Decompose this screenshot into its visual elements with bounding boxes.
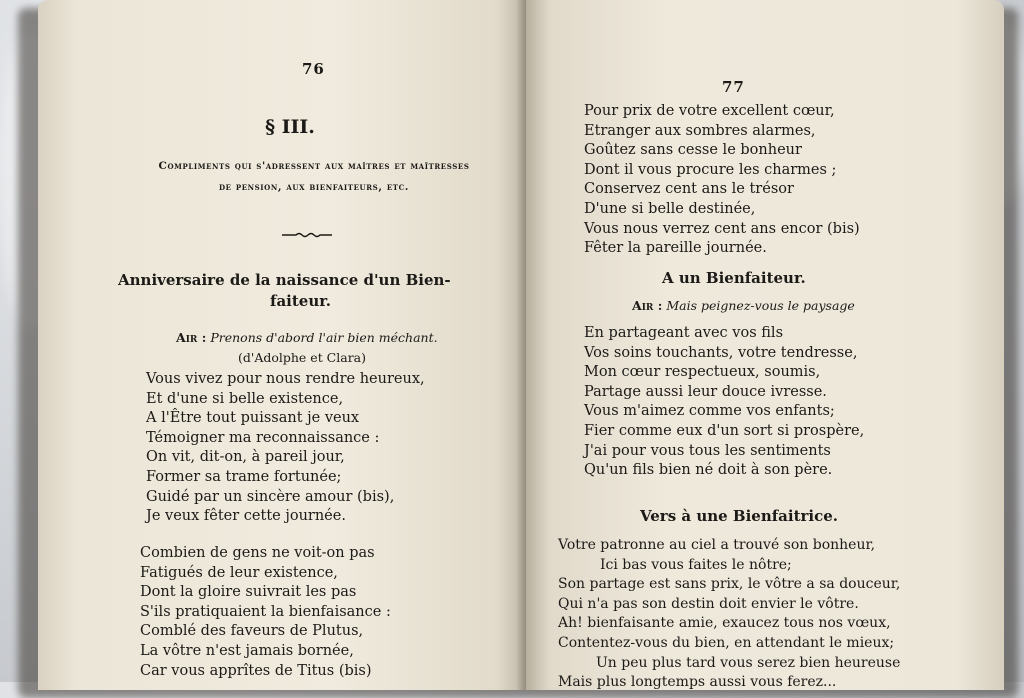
page-number: 77 <box>722 78 745 96</box>
verse-line: Former sa trame fortunée; <box>146 468 342 485</box>
right-page <box>526 0 1004 690</box>
left-page <box>38 0 526 690</box>
song-title-line: faiteur. <box>270 292 331 310</box>
verse-line: Votre patronne au ciel a trouvé son bonheur, <box>558 537 876 553</box>
verse-line: Témoigner ma reconnaissance : <box>146 429 380 446</box>
verse-line: Dont la gloire suivrait les pas <box>140 584 357 601</box>
verse-line: Fier comme eux d'un sort si prospère, <box>584 422 865 439</box>
verse-line: La vôtre n'est jamais bornée, <box>140 642 354 659</box>
song-title <box>118 270 451 312</box>
verse-line: Contentez-vous du bien, en attendant le mieux; <box>558 634 895 651</box>
verse-line: Partage aussi leur douce ivresse. <box>584 383 827 400</box>
verse-line: S'ils pratiquaient la bienfaisance : <box>140 603 391 620</box>
air-line <box>632 298 855 313</box>
air-line <box>176 330 438 345</box>
verse-line: On vit, dit-on, à pareil jour, <box>146 449 345 466</box>
song-title: A un Bienfaiteur. <box>662 269 806 287</box>
verse-line: Son partage est sans prix, le vôtre a sa douceur, <box>558 576 901 593</box>
verse-line: Vous nous verrez cent ans encor (bis) <box>584 220 860 237</box>
stanza <box>558 536 900 690</box>
verse-line: Comblé des faveurs de Plutus, <box>140 623 364 640</box>
air-source: (d'Adolphe et Clara) <box>238 350 367 365</box>
stanza <box>146 370 425 527</box>
verse-line: Mais plus longtemps aussi vous ferez... <box>558 674 837 690</box>
air-label: Air : <box>176 330 207 345</box>
ornament-rule <box>282 232 332 238</box>
verse-line: Guidé par un sincère amour (bis), <box>146 488 395 505</box>
air-label: Air : <box>632 298 663 313</box>
section-subtitle <box>124 156 504 198</box>
section-subtitle-line: de pension, aux bienfaiteurs, etc. <box>218 181 409 193</box>
verse-line: Qu'un fils bien né doit à son père. <box>584 462 833 479</box>
verse-line: A l'Être tout puissant je veux <box>146 410 360 427</box>
song-title-line: Anniversaire de la naissance d'un Bien- <box>118 271 451 289</box>
section-heading: § III. <box>265 116 315 138</box>
verse-line: Conservez cent ans le trésor <box>584 181 794 198</box>
verse-line: Combien de gens ne voit-on pas <box>140 545 375 561</box>
verse-line: Un peu plus tard vous serez bien heureuse <box>596 654 901 671</box>
verse-line: Etranger aux sombres alarmes, <box>584 122 816 139</box>
stanza <box>584 102 860 259</box>
verse-line: Vous vivez pour nous rendre heureux, <box>146 371 425 387</box>
verse-line: Qui n'a pas son destin doit envier le vôtre. <box>558 595 859 612</box>
verse-line: En partageant avec vos fils <box>584 325 784 341</box>
verse-line: D'une si belle destinée, <box>584 200 756 217</box>
verse-line: Je veux fêter cette journée. <box>146 508 346 525</box>
verse-line: Pour prix de votre excellent cœur, <box>584 103 835 119</box>
verse-line: Et d'une si belle existence, <box>146 390 344 407</box>
verse-line: Fatigués de leur existence, <box>140 564 338 581</box>
verse-line: Ici bas vous faites le nôtre; <box>600 556 792 573</box>
verse-line: Car vous apprîtes de Titus (bis) <box>140 662 372 679</box>
section-subtitle-line: Compliments qui s'adressent aux maîtres et maîtresses <box>158 160 470 172</box>
stanza <box>140 544 391 681</box>
verse-line: Mon cœur respectueux, soumis, <box>584 364 821 381</box>
air-tune: Prenons d'abord l'air bien méchant. <box>210 330 438 345</box>
page-number: 76 <box>302 60 325 78</box>
verse-line: Ah! bienfaisante amie, exaucez tous nos vœux, <box>558 615 891 632</box>
verse-line: Vos soins touchants, votre tendresse, <box>584 344 858 361</box>
verse-line: Vous m'aimez comme vos enfants; <box>584 403 835 420</box>
verse-line: Dont il vous procure les charmes ; <box>584 161 837 178</box>
stanza <box>584 324 864 481</box>
song-title: Vers à une Bienfaitrice. <box>640 507 839 525</box>
verse-line: Goûtez sans cesse le bonheur <box>584 142 802 159</box>
air-tune: Mais peignez-vous le paysage <box>666 298 855 313</box>
verse-line: Fêter la pareille journée. <box>584 240 767 257</box>
verse-line: J'ai pour vous tous les sentiments <box>584 442 831 459</box>
